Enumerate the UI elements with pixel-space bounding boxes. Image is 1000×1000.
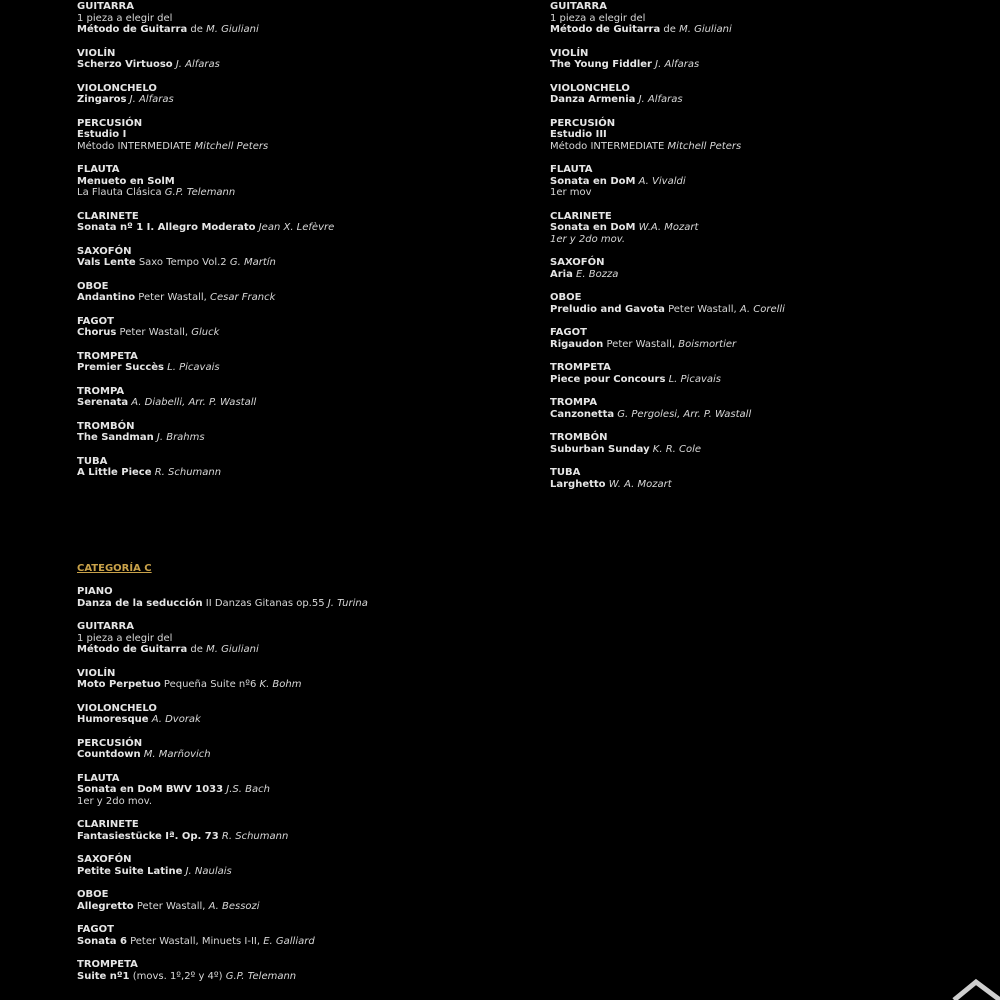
repertoire-entry [77, 773, 517, 808]
repertoire-entry [77, 703, 517, 726]
piece-line [550, 187, 990, 199]
instrument-name: TROMBÓN [550, 432, 608, 443]
instrument-name: GUITARRA [77, 621, 134, 632]
composer: W.A. Mozart [635, 222, 699, 233]
piece-title: Estudio III [550, 129, 607, 140]
piece-title: Danza Armenia [550, 94, 636, 105]
composer: K. Bohm [259, 679, 302, 690]
piece-line [550, 234, 990, 246]
composer: R. Schumann [218, 830, 289, 842]
instrument-name: VIOLÍN [77, 667, 116, 679]
instrument-name: PERCUSIÓN [550, 117, 616, 129]
repertoire-entry [77, 1, 517, 36]
piece-detail: de [187, 644, 207, 655]
piece-line [77, 633, 517, 645]
piece-title: Chorus [77, 327, 117, 338]
piece-detail: Peter Wastall, [116, 327, 192, 338]
piece-line [77, 94, 517, 106]
instrument-name: TROMPA [550, 397, 598, 408]
composer: A. Diabelli, Arr. P. Wastall [128, 397, 257, 408]
piece-line [550, 269, 990, 281]
composer: E. Bozza [572, 268, 619, 280]
repertoire-entry [77, 924, 517, 947]
piece-title: Larghetto [550, 478, 606, 490]
piece-line [77, 467, 517, 479]
piece-title: The Sandman [77, 432, 154, 443]
instrument-name: PIANO [77, 586, 113, 597]
repertoire-entry [550, 1, 990, 36]
piece-detail: 1 pieza a elegir del [77, 12, 173, 24]
piece-line [77, 901, 517, 913]
piece-detail: (movs. 1º,2º y 4º) [129, 970, 226, 982]
piece-detail: Método INTERMEDIATE [550, 140, 668, 152]
piece-title: Menueto en SolM [77, 175, 175, 187]
piece-title: Premier Succès [77, 362, 164, 373]
piece-line [77, 679, 517, 691]
instrument-name: TROMPETA [550, 362, 611, 373]
instrument-name: TUBA [550, 467, 581, 478]
piece-detail: Método INTERMEDIATE [77, 140, 195, 152]
piece-title: Estudio I [77, 129, 127, 140]
instrument-name: TROMPETA [77, 350, 138, 362]
instrument-name: PERCUSIÓN [77, 737, 143, 749]
piece-line [77, 141, 517, 153]
repertoire-entry [77, 211, 517, 234]
piece-line [77, 397, 517, 409]
piece-title: Sonata en DoM [550, 222, 636, 233]
repertoire-entry [77, 421, 517, 444]
piece-title: Suburban Sunday [550, 443, 650, 455]
composer: M. Giuliani [206, 644, 259, 655]
piece-line [550, 304, 990, 316]
right-column-top [550, 1, 990, 490]
piece-line [77, 749, 517, 761]
piece-title: Humoresque [77, 714, 149, 725]
composer: G.P. Telemann [164, 187, 236, 198]
repertoire-entry [550, 292, 990, 315]
piece-line [77, 784, 517, 796]
repertoire-entry [550, 48, 990, 71]
instrument-name: TROMPETA [77, 959, 138, 970]
piece-title: A Little Piece [77, 467, 152, 478]
piece-detail: II Danzas Gitanas op.55 [202, 597, 328, 609]
repertoire-entry [77, 586, 517, 609]
instrument-name: OBOE [550, 292, 582, 303]
piece-title: Preludio and Gavota [550, 303, 665, 315]
repertoire-entry [77, 351, 517, 374]
repertoire-entry [77, 819, 517, 842]
piece-title: Petite Suite Latine [77, 865, 183, 877]
piece-title: Zingaros [77, 94, 127, 105]
instrument-name: VIOLÍN [550, 47, 589, 59]
piece-line [550, 59, 990, 71]
composer: J. Brahms [153, 432, 205, 443]
composer: M. Giuliani [679, 24, 732, 35]
piece-line [77, 598, 517, 610]
piece-title: Sonata 6 [77, 935, 127, 947]
piece-line [77, 831, 517, 843]
composer: E. Galliard [263, 935, 315, 947]
instrument-name: VIOLÍN [77, 47, 116, 59]
piece-line [77, 187, 517, 199]
piece-line [77, 714, 517, 726]
composer: A. Corelli [739, 303, 785, 315]
piece-line [77, 13, 517, 25]
piece-title: Método de Guitarra [77, 644, 188, 655]
piece-line [77, 292, 517, 304]
instrument-name: TROMBÓN [77, 420, 135, 432]
repertoire-entry [550, 83, 990, 106]
repertoire-entry [77, 854, 517, 877]
repertoire-entry [550, 164, 990, 199]
instrument-name: GUITARRA [77, 1, 134, 12]
instrument-name: FAGOT [77, 924, 114, 935]
repertoire-entry [77, 456, 517, 479]
piece-line [77, 432, 517, 444]
repertoire-entry [77, 118, 517, 153]
instrument-name: VIOLONCHELO [77, 82, 157, 94]
instrument-name: FLAUTA [77, 164, 120, 175]
repertoire-entry [77, 83, 517, 106]
instrument-name: SAXOFÓN [77, 245, 132, 257]
piece-detail: Peter Wastall, [664, 303, 740, 315]
piece-line [77, 222, 517, 234]
piece-title: Danza de la seducción [77, 597, 203, 609]
repertoire-entry [77, 386, 517, 409]
left-column-top [77, 1, 517, 479]
repertoire-entry [550, 257, 990, 280]
piece-title: Scherzo Virtuoso [77, 59, 173, 70]
repertoire-entry [77, 668, 517, 691]
piece-line [77, 936, 517, 948]
piece-line [77, 24, 517, 36]
piece-line [77, 866, 517, 878]
repertoire-entry [77, 621, 517, 656]
piece-line [550, 409, 990, 421]
piece-line [550, 94, 990, 106]
composer: A. Dvorak [148, 714, 201, 725]
composer: M. Marñovich [140, 749, 211, 760]
repertoire-entry [77, 889, 517, 912]
composer: Cesar Franck [210, 292, 276, 303]
piece-detail: Peter Wastall, [133, 900, 209, 912]
repertoire-entry [550, 118, 990, 153]
piece-title: Andantino [77, 292, 136, 303]
piece-line [77, 129, 517, 141]
piece-line [77, 176, 517, 188]
instrument-name: VIOLONCHELO [77, 702, 157, 714]
composer: J.S. Bach [223, 784, 270, 795]
chevron-up-icon[interactable] [950, 972, 1000, 1000]
instrument-name: FAGOT [77, 315, 114, 327]
composer: M. Giuliani [206, 24, 259, 35]
instrument-name: CLARINETE [77, 210, 139, 222]
piece-line [77, 971, 517, 983]
piece-detail: de [187, 24, 207, 35]
piece-line [550, 339, 990, 351]
instrument-name: VIOLONCHELO [550, 82, 630, 94]
composer: G. Martín [229, 257, 276, 268]
composer: W. A. Mozart [605, 478, 672, 490]
piece-title: Suite nº1 [77, 970, 130, 982]
repertoire-entry [77, 738, 517, 761]
composer: Boismortier [678, 338, 737, 350]
instrument-name: FLAUTA [77, 772, 120, 784]
composer: J. Alfaras [126, 94, 174, 105]
repertoire-entry [77, 959, 517, 982]
piece-line [550, 479, 990, 491]
composer: L. Picavais [164, 362, 220, 373]
composer: J. Alfaras [635, 94, 683, 105]
repertoire-entry [77, 281, 517, 304]
piece-line [550, 129, 990, 141]
piece-detail: 1er mov [550, 187, 592, 198]
piece-title: Rigaudon [550, 338, 604, 350]
piece-line [550, 141, 990, 153]
instrument-name: FAGOT [550, 327, 587, 338]
instrument-name: GUITARRA [550, 1, 607, 12]
piece-detail: 1 pieza a elegir del [550, 12, 646, 24]
piece-line [550, 222, 990, 234]
piece-title: Aria [550, 268, 573, 280]
composer: J. Naulais [182, 865, 232, 877]
piece-line [550, 24, 990, 36]
piece-title: Sonata nº 1 I. Allegro Moderato [77, 222, 256, 233]
repertoire-entry [550, 467, 990, 490]
piece-detail: 1er y 2do mov. [77, 795, 153, 807]
instrument-name: PERCUSIÓN [77, 117, 143, 129]
composer: A. Bessozi [208, 900, 260, 912]
piece-detail: Peter Wastall, [135, 292, 211, 303]
category-c-link[interactable]: CATEGORÍA C [77, 563, 152, 574]
composer: J. Turina [327, 597, 368, 609]
instrument-name: CLARINETE [77, 819, 139, 830]
piece-line [550, 176, 990, 188]
piece-detail: 1 pieza a elegir del [77, 632, 173, 644]
piece-detail: Saxo Tempo Vol.2 [135, 257, 230, 268]
instrument-name: CLARINETE [550, 210, 612, 222]
composer: Mitchell Peters [194, 140, 269, 152]
piece-detail: Peter Wastall, [603, 338, 679, 350]
composer: Mitchell Peters [667, 140, 742, 152]
piece-title: Método de Guitarra [550, 24, 661, 35]
instrument-name: FLAUTA [550, 164, 593, 175]
category-c-list [77, 586, 517, 982]
piece-title: Vals Lente [77, 257, 136, 268]
piece-title: Countdown [77, 749, 141, 760]
piece-title: Canzonetta [550, 408, 615, 420]
piece-title: Sonata en DoM BWV 1033 [77, 784, 224, 795]
repertoire-entry [550, 362, 990, 385]
composer: J. Alfaras [172, 59, 220, 70]
composer: Jean X. Lefèvre [255, 222, 335, 233]
piece-title: Piece pour Concours [550, 373, 666, 385]
piece-detail: La Flauta Clásica [77, 187, 165, 198]
composer: 1er y 2do mov. [550, 233, 626, 245]
composer: G. Pergolesi, Arr. P. Wastall [614, 408, 752, 420]
piece-detail: Pequeña Suite nº6 [160, 679, 260, 690]
repertoire-entry [550, 211, 990, 246]
piece-title: Moto Perpetuo [77, 679, 161, 690]
piece-line [550, 444, 990, 456]
repertoire-entry [77, 246, 517, 269]
instrument-name: TROMPA [77, 385, 125, 397]
piece-line [77, 59, 517, 71]
repertoire-entry [550, 397, 990, 420]
piece-title: Fantasiestücke Iª. Op. 73 [77, 830, 219, 842]
repertoire-entry [77, 48, 517, 71]
composer: L. Picavais [665, 373, 721, 385]
instrument-name: OBOE [77, 280, 109, 292]
piece-line [550, 13, 990, 25]
piece-line [77, 362, 517, 374]
piece-title: Sonata en DoM [550, 175, 636, 187]
instrument-name: OBOE [77, 889, 109, 900]
repertoire-entry [550, 432, 990, 455]
piece-line [77, 644, 517, 656]
repertoire-entry [77, 316, 517, 339]
piece-title: The Young Fiddler [550, 59, 652, 70]
instrument-name: SAXOFÓN [77, 854, 132, 865]
composer: Gluck [191, 327, 220, 338]
piece-detail: Peter Wastall, Minuets I-II, [126, 935, 264, 947]
composer: K. R. Cole [649, 443, 702, 455]
piece-line [77, 257, 517, 269]
piece-detail: de [660, 24, 680, 35]
piece-title: Serenata [77, 397, 129, 408]
composer: G.P. Telemann [225, 970, 297, 982]
piece-line [77, 796, 517, 808]
composer: A. Vivaldi [635, 175, 686, 187]
instrument-name: SAXOFÓN [550, 257, 605, 268]
composer: J. Alfaras [652, 59, 700, 70]
piece-line [77, 327, 517, 339]
piece-title: Método de Guitarra [77, 24, 188, 35]
repertoire-entry [550, 327, 990, 350]
instrument-name: TUBA [77, 455, 108, 467]
piece-title: Allegretto [77, 900, 134, 912]
piece-line [550, 374, 990, 386]
composer: R. Schumann [151, 467, 222, 478]
repertoire-entry [77, 164, 517, 199]
